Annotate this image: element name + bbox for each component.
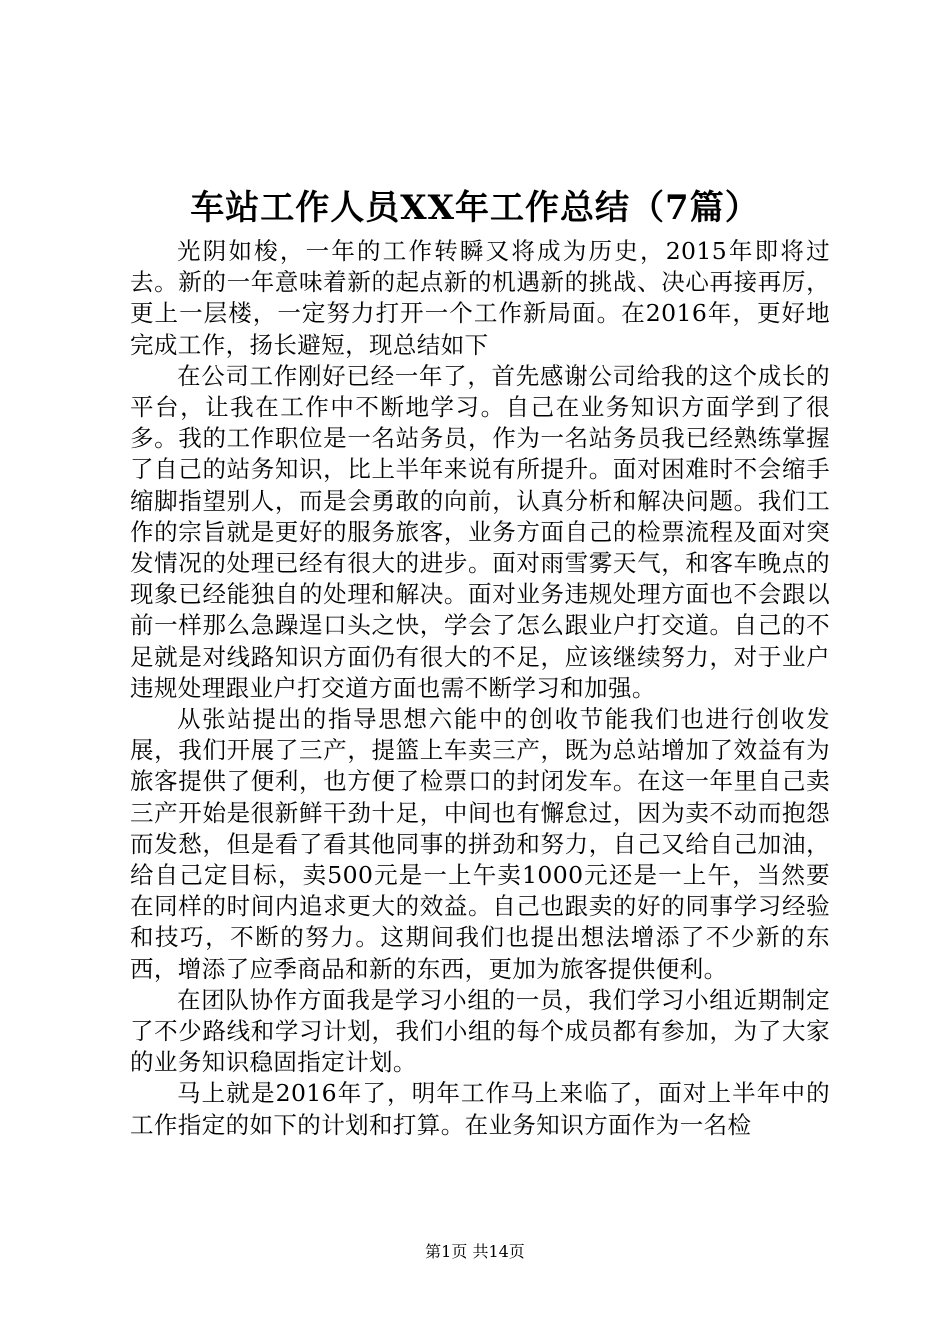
paragraph-1: 光阴如梭，一年的工作转瞬又将成为历史，2015年即将过去。新的一年意味着新的起点新的机遇新的挑战、决心再接再厉，更上一层楼，一定努力打开一个工作新局面。在2016年，更好地完成工作，扬长避短，现总结如下 bbox=[130, 237, 830, 359]
document-title: 车站工作人员XX年工作总结（7篇） bbox=[190, 188, 760, 228]
document-body bbox=[130, 236, 830, 1141]
paragraph-5: 马上就是2016年了，明年工作马上来临了，面对上半年中的工作指定的如下的计划和打算。在业务知识方面作为一名检 bbox=[130, 1079, 830, 1139]
paragraph-3: 从张站提出的指导思想六能中的创收节能我们也进行创收发展，我们开展了三产，提篮上车卖三产，既为总站增加了效益有为旅客提供了便利，也方便了检票口的封闭发车。在这一年里自己卖三产开始是很新鲜干劲十足，中间也有懈怠过，因为卖不动而抱怨而发愁，但是看了看其他同事的拼劲和努力，自己又给自己加油，给自己定目标，卖500元是一上午卖1000元还是一上午，当然要在同样的时间内追求更大的效益。自己也跟卖的好的同事学习经验和技巧，不断的努力。这期间我们也提出想法增添了不少新的东西，增添了应季商品和新的东西，更加为旅客提供便利。 bbox=[130, 705, 830, 983]
page-footer: 第1页 共14页 bbox=[425, 1242, 525, 1261]
paragraph-2: 在公司工作刚好已经一年了，首先感谢公司给我的这个成长的平台，让我在工作中不断地学习。自己在业务知识方面学到了很多。我的工作职位是一名站务员，作为一名站务员我已经熟练掌握了自己的站务知识，比上半年来说有所提升。面对困难时不会缩手缩脚指望别人，而是会勇敢的向前，认真分析和解决问题。我们工作的宗旨就是更好的服务旅客，业务方面自己的检票流程及面对突发情况的处理已经有很大的进步。面对雨雪雾天气，和客车晚点的现象已经能独自的处理和解决。面对业务违规处理方面也不会跟以前一样那么急躁逞口头之快，学会了怎么跟业户打交道。自己的不足就是对线路知识方面仍有很大的不足，应该继续努力，对于业户违规处理跟业户打交道方面也需不断学习和加强。 bbox=[130, 361, 830, 702]
paragraph-4: 在团队协作方面我是学习小组的一员，我们学习小组近期制定了不少路线和学习计划，我们小组的每个成员都有参加，为了大家的业务知识稳固指定计划。 bbox=[130, 985, 830, 1077]
